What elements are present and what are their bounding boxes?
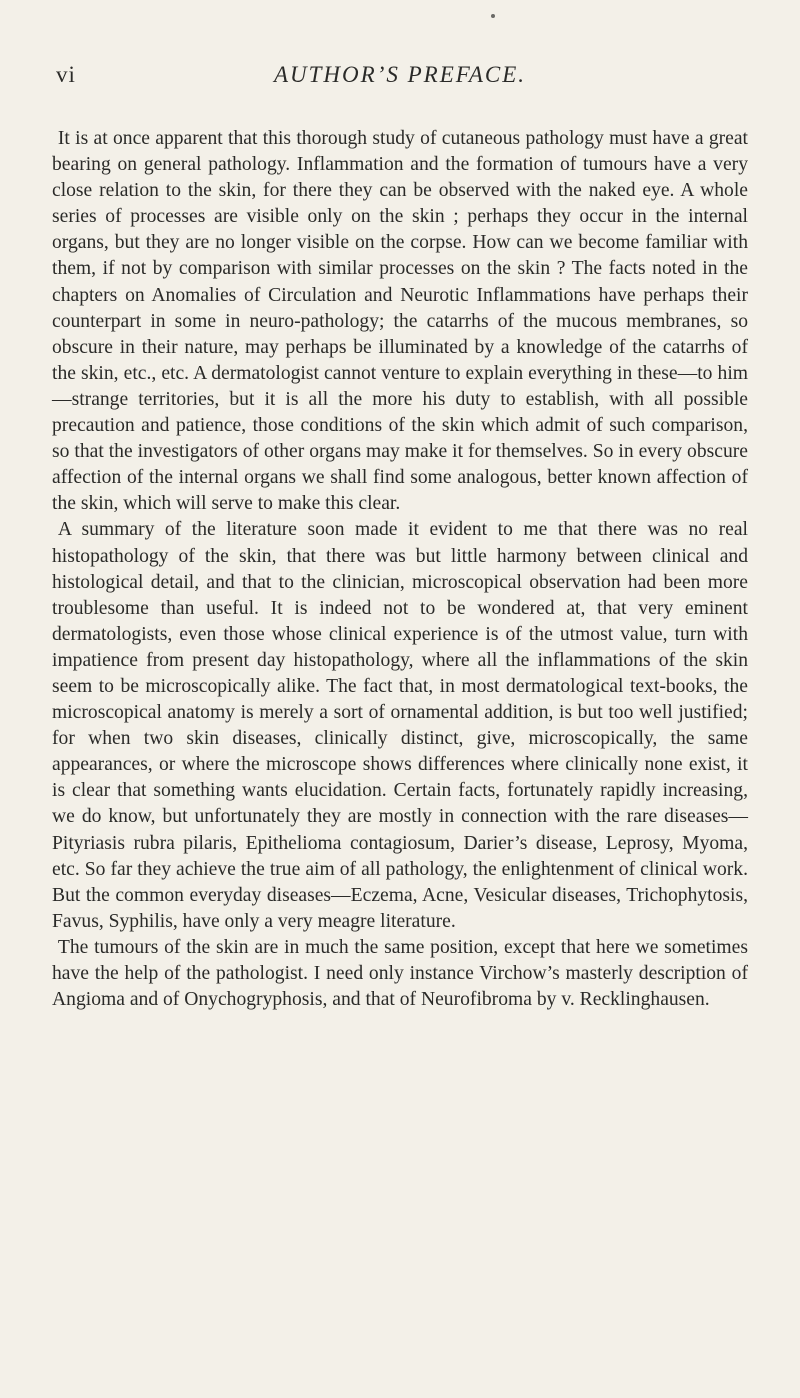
- paragraph: It is at once apparent that this thorough study of cutaneous pathology must have a great bearing on general pathology. Inflammation and the formation of tumours have a very close relation to the skin, for there they can be observed with the naked eye. A whole series of processes are visible only on the skin ; perhaps they occur in the internal organs, but they are no longer visible on the corpse. How can we become familiar with them, if not by comparison with similar processes on the skin ? The facts noted in the chapters on Anomalies of Circulation and Neurotic Inflammations have perhaps their counterpart in some in neuro-pathology; the catarrhs of the mucous membranes, so obscure in their nature, may perhaps be illuminated by a knowledge of the catarrhs of the skin, etc., etc. A dermatologist cannot venture to explain everything in these—to him—strange territories, but it is all the more his duty to establish, with all possible precaution and patience, those conditions of the skin which admit of such comparison, so that the investigators of other organs may make it for themselves. So in every obscure affection of the internal organs we shall find some analogous, better known affection of the skin, which will serve to make this clear.: [52, 128, 748, 515]
- page-header: [0, 62, 800, 94]
- paragraph: A summary of the literature soon made it evident to me that there was no real histopathology of the skin, that there was but little harmony between clinical and histological detail, and that to the clinician, microscopical observation had been more troublesome than useful. It is indeed not to be wondered at, that very eminent dermatologists, even those whose clinical experience is of the utmost value, turn with impatience from present day histopathology, where all the inflammations of the skin seem to be microscopically alike. The fact that, in most dermatological text-books, the microscopical anatomy is merely a sort of ornamental addition, is but too well justified; for when two skin diseases, clinically distinct, give, microscopically, the same appearances, or where the microscope shows differences where clinically none exist, it is clear that something wants elucidation. Certain facts, fortunately rapidly increasing, we do know, but unfortunately they are mostly in connection with the rare diseases—Pityriasis rubra pilaris, Epithelioma contagiosum, Darier’s disease, Leprosy, Myoma, etc. So far they achieve the true aim of all pathology, the enlightenment of clinical work. But the common everyday diseases—Eczema, Acne, Vesicular diseases, Trichophytosis, Favus, Syphilis, have only a very meagre literature.: [52, 519, 748, 932]
- body-text: [52, 126, 748, 1013]
- page-number: vi: [56, 62, 76, 87]
- ink-speck: [491, 14, 495, 18]
- running-head: AUTHOR’S PREFACE.: [273, 62, 527, 87]
- paragraph: The tumours of the skin are in much the same position, except that here we sometimes have the help of the pathologist. I need only instance Virchow’s masterly description of Angioma and of Onychogryphosis, and that of Neurofibroma by v. Recklinghausen.: [52, 936, 748, 1011]
